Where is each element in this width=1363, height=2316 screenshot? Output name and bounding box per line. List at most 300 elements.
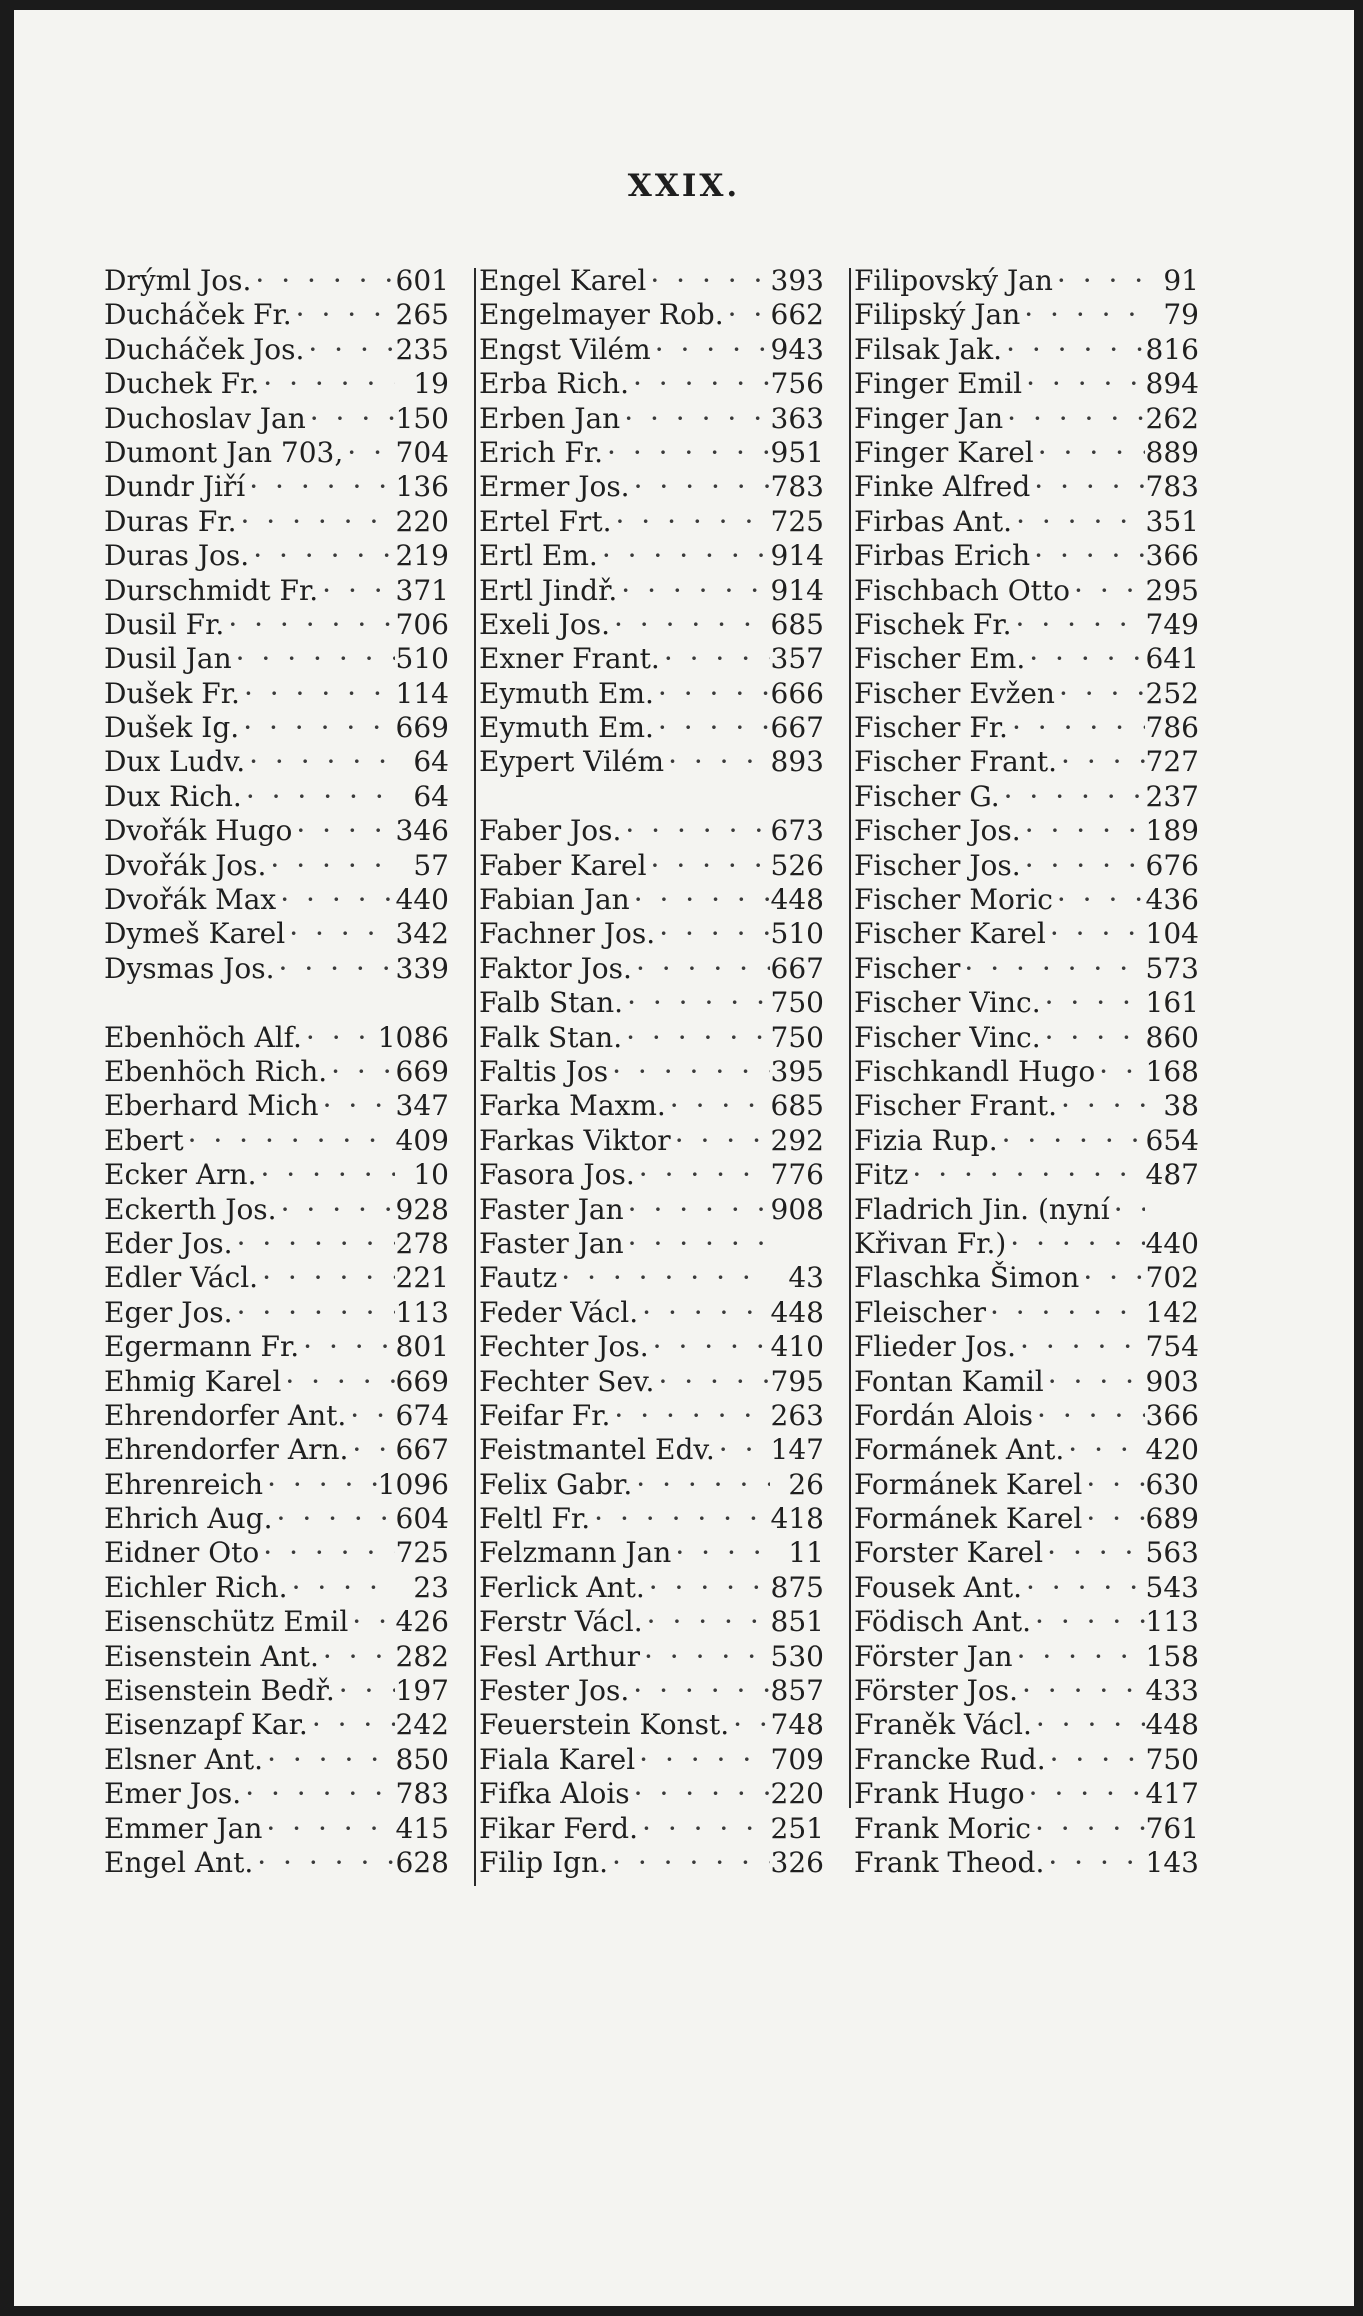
entry-page: 510 <box>395 642 449 676</box>
entry-page: 801 <box>395 1330 449 1364</box>
leader-dots <box>304 333 395 367</box>
entry-name: Engel Karel <box>479 264 647 297</box>
index-entry <box>854 1399 1199 1433</box>
entry-name: Dux Rich. <box>104 779 242 813</box>
index-entry <box>479 436 824 470</box>
index-entry <box>854 1777 1199 1811</box>
leader-dots <box>319 1640 395 1674</box>
entry-page: 339 <box>395 951 449 985</box>
entry-page: 857 <box>770 1674 824 1708</box>
entry-page: 1096 <box>377 1467 449 1501</box>
entry-name: Engelmayer Rob. <box>479 298 724 332</box>
leader-dots <box>724 298 770 332</box>
index-entry <box>854 436 1199 470</box>
entry-name: Fizia Rup. <box>854 1123 998 1157</box>
leader-dots <box>259 367 395 401</box>
entry-name: Fitz <box>854 1158 909 1192</box>
entry-name: Ertel Frt. <box>479 504 612 538</box>
entry-name: Dušek Fr. <box>104 676 240 710</box>
entry-page: 242 <box>395 1708 449 1742</box>
index-entry <box>479 608 824 642</box>
leader-dots <box>1022 1571 1145 1605</box>
entry-page: 526 <box>770 848 824 882</box>
entry-name: Ertl Em. <box>479 539 598 573</box>
entry-name: Emer Jos. <box>104 1777 242 1811</box>
index-entry <box>104 539 449 573</box>
index-entry <box>854 1227 1199 1261</box>
index-entry <box>479 505 824 539</box>
leader-dots <box>1031 1605 1145 1639</box>
entry-page: 417 <box>1145 1777 1199 1811</box>
entry-name: Franěk Václ. <box>854 1708 1032 1742</box>
entry-page: 662 <box>770 298 824 332</box>
entry-name: Formánek Karel <box>854 1467 1083 1501</box>
entry-page: 754 <box>1145 1330 1199 1364</box>
entry-name: Dušek Ig. <box>104 711 240 745</box>
leader-dots <box>1110 1193 1145 1227</box>
entry-page: 342 <box>395 917 449 951</box>
index-entry <box>104 1124 449 1158</box>
leader-dots <box>343 436 395 470</box>
index-entry <box>104 1158 449 1192</box>
entry-name: Ermer Jos. <box>479 470 630 504</box>
entry-page: 530 <box>770 1639 824 1673</box>
leader-dots <box>1082 1468 1145 1502</box>
leader-dots <box>288 1571 395 1605</box>
entry-page: 357 <box>770 642 824 676</box>
entry-page: 79 <box>1163 298 1199 332</box>
entry-name: Engst Vilém <box>479 332 651 366</box>
index-entry <box>854 1261 1199 1295</box>
index-entry <box>854 1640 1199 1674</box>
entry-name: Eder Jos. <box>104 1226 233 1260</box>
entry-name: Ebert <box>104 1123 184 1157</box>
entry-name: Dvořák Hugo <box>104 814 293 848</box>
index-entry <box>854 1812 1199 1846</box>
entry-name: Fautz <box>479 1261 558 1295</box>
leader-dots <box>1055 677 1145 711</box>
leader-dots <box>318 574 395 608</box>
index-entry <box>854 1433 1199 1467</box>
index-entry <box>479 574 824 608</box>
index-entry <box>479 1399 824 1433</box>
entry-name: Duras Jos. <box>104 539 250 573</box>
index-entry <box>104 367 449 401</box>
index-entry <box>479 1812 824 1846</box>
index-entry <box>854 505 1199 539</box>
leader-dots <box>608 1055 770 1089</box>
entry-name: Faltis Jos <box>479 1054 609 1088</box>
entry-page: 756 <box>770 367 824 401</box>
index-entry <box>479 402 824 436</box>
leader-dots <box>240 677 395 711</box>
index-entry <box>479 952 824 986</box>
entry-name: Förster Jos. <box>854 1674 1018 1708</box>
leader-dots <box>617 574 770 608</box>
index-column-3 <box>854 264 1199 1880</box>
entry-page: 914 <box>770 573 824 607</box>
leader-dots <box>232 642 395 676</box>
leader-dots <box>224 608 395 642</box>
entry-name: Fontan Kamil <box>854 1364 1044 1398</box>
entry-page: 448 <box>770 883 824 917</box>
entry-page: 168 <box>1145 1054 1199 1088</box>
leader-dots <box>245 470 395 504</box>
leader-dots <box>1041 986 1145 1020</box>
entry-name: Ducháček Jos. <box>104 332 305 366</box>
index-entry <box>104 849 449 883</box>
entry-name: Ehrich Aug. <box>104 1502 273 1536</box>
entry-page: 440 <box>395 883 449 917</box>
entry-name: Ehrenreich <box>104 1467 264 1501</box>
entry-name: Ehmig Karel <box>104 1364 282 1398</box>
entry-name: Fischkandl Hugo <box>854 1054 1096 1088</box>
index-entry <box>479 642 824 676</box>
leader-dots <box>643 1605 770 1639</box>
entry-page: 292 <box>770 1123 824 1157</box>
index-entry <box>479 1536 824 1570</box>
leader-dots <box>233 1227 395 1261</box>
entry-name: Fechter Jos. <box>479 1330 649 1364</box>
index-entry <box>479 1021 824 1055</box>
entry-page: 666 <box>770 676 824 710</box>
index-entry <box>854 1605 1199 1639</box>
index-entry <box>104 264 449 298</box>
index-entry <box>104 505 449 539</box>
leader-dots <box>1044 1846 1145 1880</box>
entry-name: Ehrendorfer Arn. <box>104 1433 349 1467</box>
leader-dots <box>645 1571 770 1605</box>
entry-page: 749 <box>1145 607 1199 641</box>
entry-name: Firbas Ant. <box>854 504 1013 538</box>
entry-name: Dvořák Jos. <box>104 848 267 882</box>
entry-name: Feder Václ. <box>479 1295 639 1329</box>
index-entry <box>854 1193 1199 1227</box>
entry-name: Födisch Ant. <box>854 1605 1032 1639</box>
leader-dots <box>1025 642 1145 676</box>
index-entry <box>854 1055 1199 1089</box>
leader-dots <box>242 780 395 814</box>
leader-dots <box>729 1708 770 1742</box>
entry-name: Edler Václ. <box>104 1261 259 1295</box>
entry-name: Fischer Vinc. <box>854 986 1041 1020</box>
index-entry <box>479 1158 824 1192</box>
leader-dots <box>1000 780 1145 814</box>
index-entry <box>854 1296 1199 1330</box>
index-entry <box>854 539 1199 573</box>
entry-name: Faster Jan <box>479 1226 624 1260</box>
entry-page: 783 <box>770 470 824 504</box>
leader-dots <box>299 1330 395 1364</box>
leader-dots <box>1016 1330 1145 1364</box>
entry-name: Eisenschütz Emil <box>104 1605 349 1639</box>
entry-name: Emmer Jan <box>104 1811 263 1845</box>
index-entry <box>104 1021 449 1055</box>
entry-page: 64 <box>413 779 449 813</box>
entry-name: Duchoslav Jan <box>104 401 306 435</box>
index-entry <box>479 849 824 883</box>
leader-dots <box>623 986 770 1020</box>
entry-page: 351 <box>1145 504 1199 538</box>
index-entry <box>104 745 449 779</box>
entry-page: 114 <box>395 676 449 710</box>
entry-name: Erben Jan <box>479 401 621 435</box>
entry-name: Fischer Fr. <box>854 711 1008 745</box>
entry-name: Fischer Jos. <box>854 848 1021 882</box>
leader-dots <box>1053 264 1145 298</box>
index-entry <box>854 1124 1199 1158</box>
leader-dots <box>654 677 770 711</box>
entry-page: 702 <box>1145 1261 1199 1295</box>
leader-dots <box>603 436 770 470</box>
entry-page: 263 <box>770 1398 824 1432</box>
entry-name: Fischbach Otto <box>854 573 1071 607</box>
index-entry <box>104 1708 449 1742</box>
index-entry <box>854 264 1199 298</box>
index-entry <box>854 1571 1199 1605</box>
entry-page: 282 <box>395 1639 449 1673</box>
index-entry <box>479 986 824 1020</box>
entry-name: Eichler Rich. <box>104 1570 288 1604</box>
entry-page: 161 <box>1145 986 1199 1020</box>
entry-page: 262 <box>1145 401 1199 435</box>
leader-dots <box>1021 849 1145 883</box>
entry-name: Eypert Vilém <box>479 745 665 779</box>
leader-dots <box>348 1433 395 1467</box>
index-entry <box>854 1708 1199 1742</box>
entry-page: 448 <box>1145 1708 1199 1742</box>
index-entry <box>104 1846 449 1880</box>
entry-page: 197 <box>395 1674 449 1708</box>
entry-name: Felix Gabr. <box>479 1467 633 1501</box>
leader-dots <box>233 1296 395 1330</box>
entry-name: Duchek Fr. <box>104 367 260 401</box>
index-entry <box>104 1227 449 1261</box>
index-entry <box>854 814 1199 848</box>
leader-dots <box>277 1193 395 1227</box>
entry-page: 601 <box>395 264 449 297</box>
entry-page: 750 <box>770 1020 824 1054</box>
leader-dots <box>1020 298 1145 332</box>
entry-page: 221 <box>395 1261 449 1295</box>
entry-page: 709 <box>770 1742 824 1776</box>
leader-dots <box>1032 1708 1145 1742</box>
index-entry <box>854 608 1199 642</box>
entry-name: Dymeš Karel <box>104 917 286 951</box>
entry-page: 426 <box>395 1605 449 1639</box>
leader-dots <box>1057 745 1145 779</box>
entry-page: 685 <box>770 607 824 641</box>
entry-page: 189 <box>1145 814 1199 848</box>
leader-dots <box>335 1674 395 1708</box>
index-entry <box>479 814 824 848</box>
entry-page: 673 <box>770 814 824 848</box>
entry-name: Finger Jan <box>854 401 1004 435</box>
index-entry <box>479 298 824 332</box>
entry-name: Erich Fr. <box>479 435 604 469</box>
entry-name: Feuerstein Konst. <box>479 1708 730 1742</box>
leader-dots <box>610 608 770 642</box>
entry-page: 563 <box>1145 1536 1199 1570</box>
leader-dots <box>308 1708 395 1742</box>
index-entry <box>479 1055 824 1089</box>
entry-name: Fischer <box>854 951 961 985</box>
entry-page: 573 <box>1145 951 1199 985</box>
entry-name: Eger Jos. <box>104 1295 233 1329</box>
index-entry <box>104 1261 449 1295</box>
index-entry <box>854 677 1199 711</box>
entry-name: Farka Maxm. <box>479 1089 666 1123</box>
leader-dots <box>1046 1743 1145 1777</box>
index-gap <box>479 780 824 814</box>
entry-page: 748 <box>770 1708 824 1742</box>
entry-page: 604 <box>395 1502 449 1536</box>
index-entry <box>854 1743 1199 1777</box>
index-entry <box>854 1089 1199 1123</box>
entry-page: 251 <box>770 1811 824 1845</box>
entry-name: Křivan Fr.) <box>854 1226 1007 1260</box>
leader-dots <box>275 952 395 986</box>
entry-page: 278 <box>395 1226 449 1260</box>
entry-name: Ducháček Fr. <box>104 298 292 332</box>
leader-dots <box>241 1777 395 1811</box>
index-entry <box>854 917 1199 951</box>
leader-dots <box>1057 1089 1145 1123</box>
index-entry <box>104 402 449 436</box>
leader-dots <box>632 1468 770 1502</box>
leader-dots <box>239 711 395 745</box>
leader-dots <box>654 711 770 745</box>
leader-dots <box>664 745 770 779</box>
leader-dots <box>1082 1502 1145 1536</box>
index-entry <box>104 1605 449 1639</box>
entry-name: Flieder Jos. <box>854 1330 1017 1364</box>
entry-name: Eisenstein Bedř. <box>104 1674 335 1708</box>
leader-dots <box>285 917 395 951</box>
index-entry <box>479 333 824 367</box>
entry-name: Fechter Sev. <box>479 1364 655 1398</box>
leader-dots <box>306 402 395 436</box>
entry-page: 860 <box>1145 1020 1199 1054</box>
leader-dots <box>715 1433 770 1467</box>
entry-page: 347 <box>395 1089 449 1123</box>
index-entry <box>104 608 449 642</box>
index-entry <box>104 1365 449 1399</box>
entry-page: 816 <box>1145 332 1199 366</box>
entry-page: 669 <box>395 1364 449 1398</box>
leader-dots <box>651 333 770 367</box>
index-entry <box>479 1846 824 1880</box>
entry-name: Fischer Moric <box>854 883 1053 917</box>
entry-page: 727 <box>1145 745 1199 779</box>
index-entry <box>854 711 1199 745</box>
leader-dots <box>638 1296 770 1330</box>
index-entry <box>854 1468 1199 1502</box>
leader-dots <box>998 1124 1145 1158</box>
index-entry <box>479 711 824 745</box>
index-entry <box>479 1261 824 1295</box>
leader-dots <box>348 1605 395 1639</box>
index-entry <box>854 1158 1199 1192</box>
index-entry <box>104 1536 449 1570</box>
entry-name: Fabian Jan <box>479 883 630 917</box>
entry-name: Eckerth Jos. <box>104 1192 277 1226</box>
entry-name: Formánek Ant. <box>854 1433 1065 1467</box>
index-entry <box>104 1399 449 1433</box>
entry-page: 420 <box>1145 1433 1199 1467</box>
leader-dots <box>624 1227 770 1261</box>
index-entry <box>479 1640 824 1674</box>
leader-dots <box>557 1261 770 1295</box>
index-entry <box>854 849 1199 883</box>
entry-name: Firbas Erich <box>854 539 1031 573</box>
leader-dots <box>245 745 395 779</box>
entry-name: Dvořák Max <box>104 883 277 917</box>
index-entry <box>854 952 1199 986</box>
leader-dots <box>1008 711 1145 745</box>
index-entry <box>104 780 449 814</box>
entry-name: Fischer Frant. <box>854 745 1058 779</box>
leader-dots <box>655 917 770 951</box>
entry-name: Fischer Evžen <box>854 676 1055 710</box>
entry-name: Ferlick Ant. <box>479 1570 645 1604</box>
entry-page: 371 <box>395 573 449 607</box>
entry-page: 113 <box>395 1295 449 1329</box>
entry-page: 951 <box>770 435 824 469</box>
entry-page: 38 <box>1163 1089 1199 1123</box>
index-entry <box>104 1502 449 1536</box>
entry-page: 415 <box>395 1811 449 1845</box>
index-entry <box>479 1089 824 1123</box>
leader-dots <box>273 1502 395 1536</box>
entry-page: 10 <box>413 1158 449 1192</box>
column-divider-2 <box>849 268 851 1808</box>
leader-dots <box>1013 1640 1145 1674</box>
entry-page: 220 <box>395 504 449 538</box>
entry-page: 393 <box>770 264 824 297</box>
entry-name: Duras Fr. <box>104 504 237 538</box>
leader-dots <box>1002 333 1145 367</box>
entry-page: 630 <box>1145 1467 1199 1501</box>
entry-page: 219 <box>395 539 449 573</box>
index-entry <box>854 1021 1199 1055</box>
entry-page: 894 <box>1145 367 1199 401</box>
entry-name: Dumont Jan 703, <box>104 435 344 469</box>
entry-name: Feifar Fr. <box>479 1398 611 1432</box>
entry-page: 914 <box>770 539 824 573</box>
index-entry <box>104 642 449 676</box>
entry-page: 104 <box>1145 917 1199 951</box>
index-entry <box>104 1433 449 1467</box>
leader-dots <box>590 1502 770 1536</box>
entry-name: Fischer Frant. <box>854 1089 1058 1123</box>
entry-page: 11 <box>788 1536 824 1570</box>
entry-name: Ebenhöch Alf. <box>104 1020 302 1054</box>
entry-name: Falb Stan. <box>479 986 624 1020</box>
entry-page: 64 <box>413 745 449 779</box>
entry-name: Francke Rud. <box>854 1742 1046 1776</box>
index-entry <box>479 1502 824 1536</box>
entry-name: Feistmantel Edv. <box>479 1433 715 1467</box>
entry-page: 1086 <box>377 1020 449 1054</box>
entry-name: Finger Emil <box>854 367 1023 401</box>
entry-page: 235 <box>395 332 449 366</box>
entry-page: 667 <box>770 711 824 745</box>
entry-page: 628 <box>395 1845 449 1879</box>
entry-page: 875 <box>770 1570 824 1604</box>
column-divider-1 <box>474 268 476 1886</box>
index-entry <box>104 814 449 848</box>
